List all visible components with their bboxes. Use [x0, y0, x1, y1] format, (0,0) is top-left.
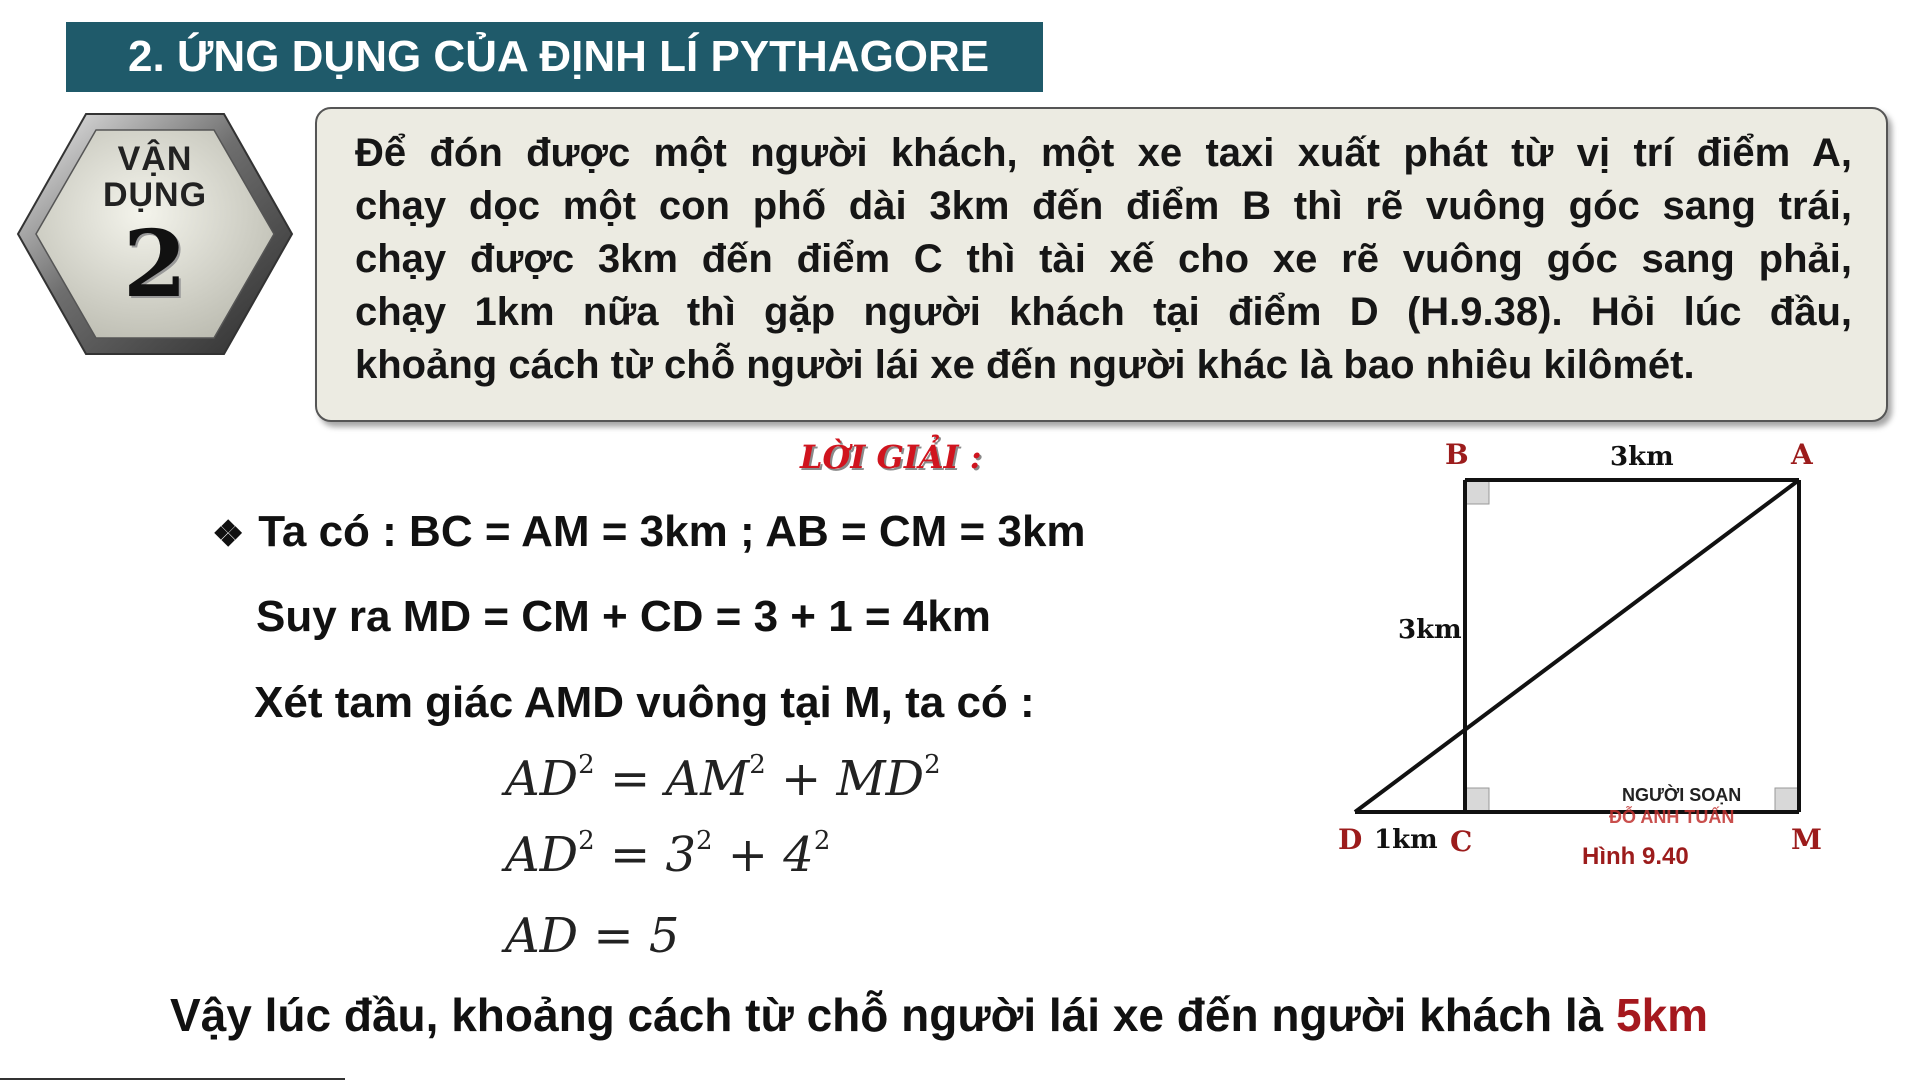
- watermark-line2: ĐỖ ANH TUẤN: [1609, 807, 1735, 827]
- geometry-figure: [1320, 430, 1840, 870]
- van-dung-badge: [14, 110, 296, 358]
- equation-1: $AD^2 = AM^2 + MD^2$: [505, 750, 941, 807]
- conclusion-answer: 5km: [1616, 989, 1709, 1041]
- segment-ad: [1355, 480, 1799, 812]
- badge-line2: DỤNG: [102, 176, 208, 214]
- solution-heading: LỜI GIẢI :: [800, 438, 982, 476]
- badge-line1: VẬN: [117, 140, 193, 178]
- equation-3: AD = 5: [505, 908, 680, 964]
- watermark-line1: NGƯỜI SOẠN: [1622, 785, 1742, 805]
- length-label-ab: 3km: [1610, 442, 1674, 472]
- diamond-bullet-icon: ❖: [212, 513, 245, 554]
- point-label-m: M: [1791, 823, 1822, 856]
- solution-line-1: [212, 507, 1086, 557]
- point-label-a: A: [1791, 438, 1813, 471]
- length-label-bc: 3km: [1398, 615, 1462, 645]
- equation-2: $AD^2 = 3^2 + 4^2$: [505, 826, 831, 883]
- badge-number: 2: [122, 210, 187, 318]
- section-title: 2. ỨNG DỤNG CỦA ĐỊNH LÍ PYTHAGORE: [66, 22, 1043, 92]
- problem-line: chạy dọc một con phố dài 3km đến điểm B thì rẽ vuông góc sang trái,: [355, 184, 1852, 228]
- conclusion-text: Vậy lúc đầu, khoảng cách từ chỗ người lái xe đến người khách là: [170, 989, 1616, 1041]
- problem-line: Để đón được một người khách, một xe taxi xuất phát từ vị trí điểm A,: [355, 131, 1852, 175]
- solution-text-1: Ta có : BC = AM = 3km ; AB = CM = 3km: [258, 507, 1086, 556]
- divider: [0, 1078, 345, 1080]
- length-label-dc: 1km: [1374, 825, 1438, 855]
- right-angle-mark-m: [1775, 788, 1799, 812]
- point-label-c: C: [1450, 825, 1473, 858]
- problem-line: chạy 1km nữa thì gặp người khách tại điểm D (H.9.38). Hỏi lúc đầu,: [355, 290, 1852, 334]
- problem-statement-box: [315, 107, 1888, 422]
- right-angle-mark-c: [1465, 788, 1489, 812]
- solution-line-2: Suy ra MD = CM + CD = 3 + 1 = 4km: [256, 592, 991, 641]
- conclusion: [170, 988, 1708, 1042]
- right-angle-mark-b: [1465, 480, 1489, 504]
- problem-line: khoảng cách từ chỗ người lái xe đến người khác là bao nhiêu kilômét.: [355, 343, 1695, 387]
- point-label-b: B: [1445, 438, 1469, 471]
- figure-caption: Hình 9.40: [1582, 843, 1689, 870]
- problem-line: chạy được 3km đến điểm C thì tài xế cho xe rẽ vuông góc sang phải,: [355, 237, 1852, 281]
- point-label-d: D: [1338, 823, 1363, 856]
- solution-line-3: Xét tam giác AMD vuông tại M, ta có :: [254, 678, 1035, 727]
